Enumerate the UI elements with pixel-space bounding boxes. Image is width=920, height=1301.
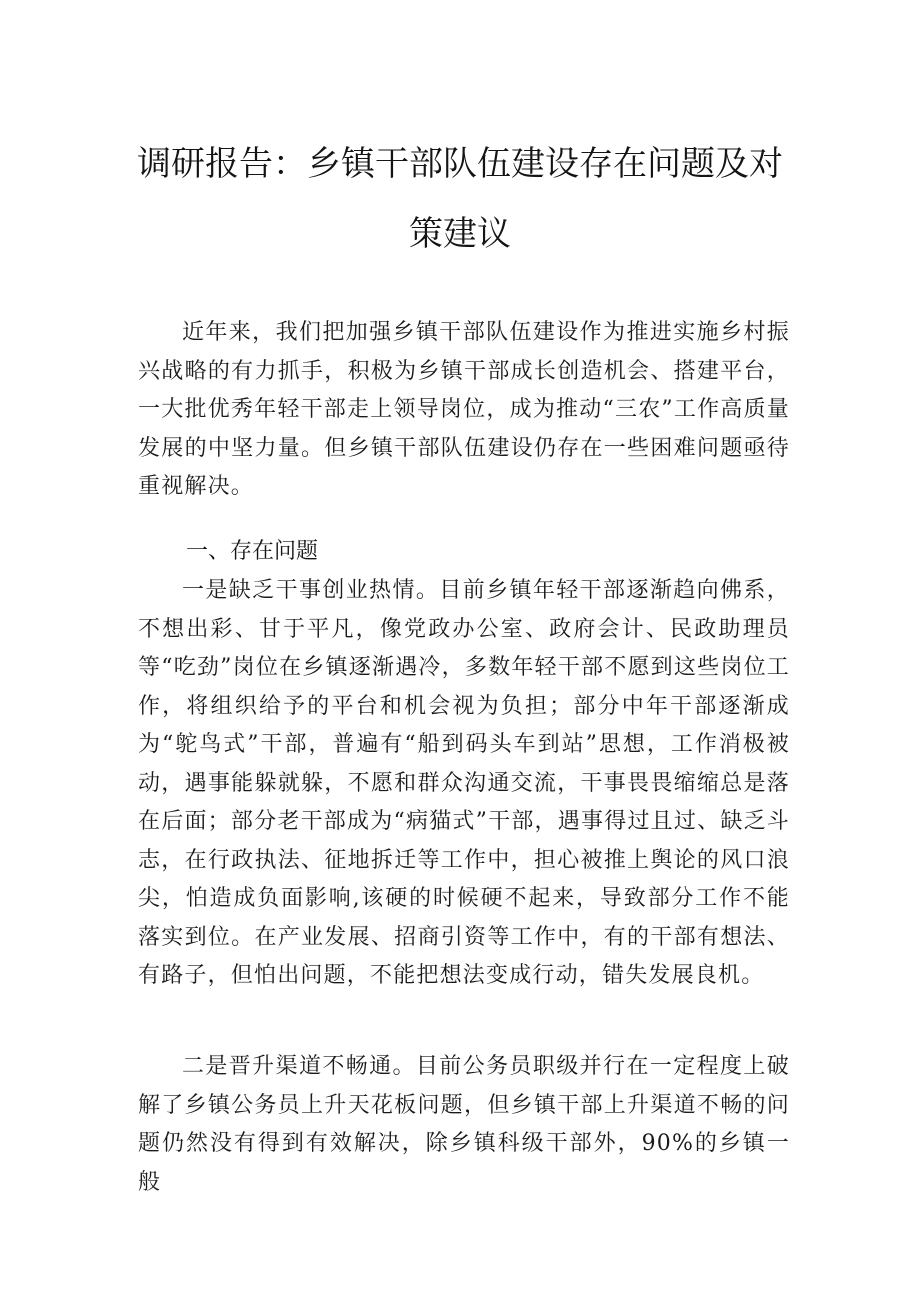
document-title-line-2: 策建议 bbox=[409, 214, 511, 254]
document-title-line-1: 调研报告：乡镇干部队伍建设存在问题及对 bbox=[137, 144, 783, 184]
section-heading-problems: 一、存在问题 bbox=[186, 539, 319, 564]
intro-paragraph: 近年来，我们把加强乡镇干部队伍建设作为推进实施乡村振兴战略的有力抓手，积极为乡镇干部成长创造机会、搭建平台，一大批优秀年轻干部走上领导岗位，成为推动“三农”工作高质量发展的中坚力量。但乡镇干部队伍建设仍存在一些困难问题亟待重视解决。 bbox=[138, 320, 790, 499]
point-one-paragraph: 一是缺乏干事创业热情。目前乡镇年轻干部逐渐趋向佛系，不想出彩、甘于平凡，像党政办公室、政府会计、民政助理员等“吃劲”岗位在乡镇逐渐遇冷，多数年轻干部不愿到这些岗位工作，将组织给予的平台和机会视为负担；部分中年干部逐渐成为“鸵鸟式”干部，普遍有“船到码头车到站”思想，工作消极被动，遇事能躲就躲，不愿和群众沟通交流，干事畏畏缩缩总是落在后面；部分老干部成为“病猫式”干部，遇事得过且过、缺乏斗志，在行政执法、征地拆迁等工作中，担心被推上舆论的风口浪尖，怕造成负面影响,该硬的时候硬不起来，导致部分工作不能落实到位。在产业发展、招商引资等工作中，有的干部有想法、有路子，但怕出问题，不能把想法变成行动，错失发展良机。 bbox=[138, 578, 790, 988]
point-two-paragraph: 二是晋升渠道不畅通。目前公务员职级并行在一定程度上破解了乡镇公务员上升天花板问题，但乡镇干部上升渠道不畅的问题仍然没有得到有效解决，除乡镇科级干部外，90%的乡镇一般 bbox=[138, 1054, 790, 1195]
